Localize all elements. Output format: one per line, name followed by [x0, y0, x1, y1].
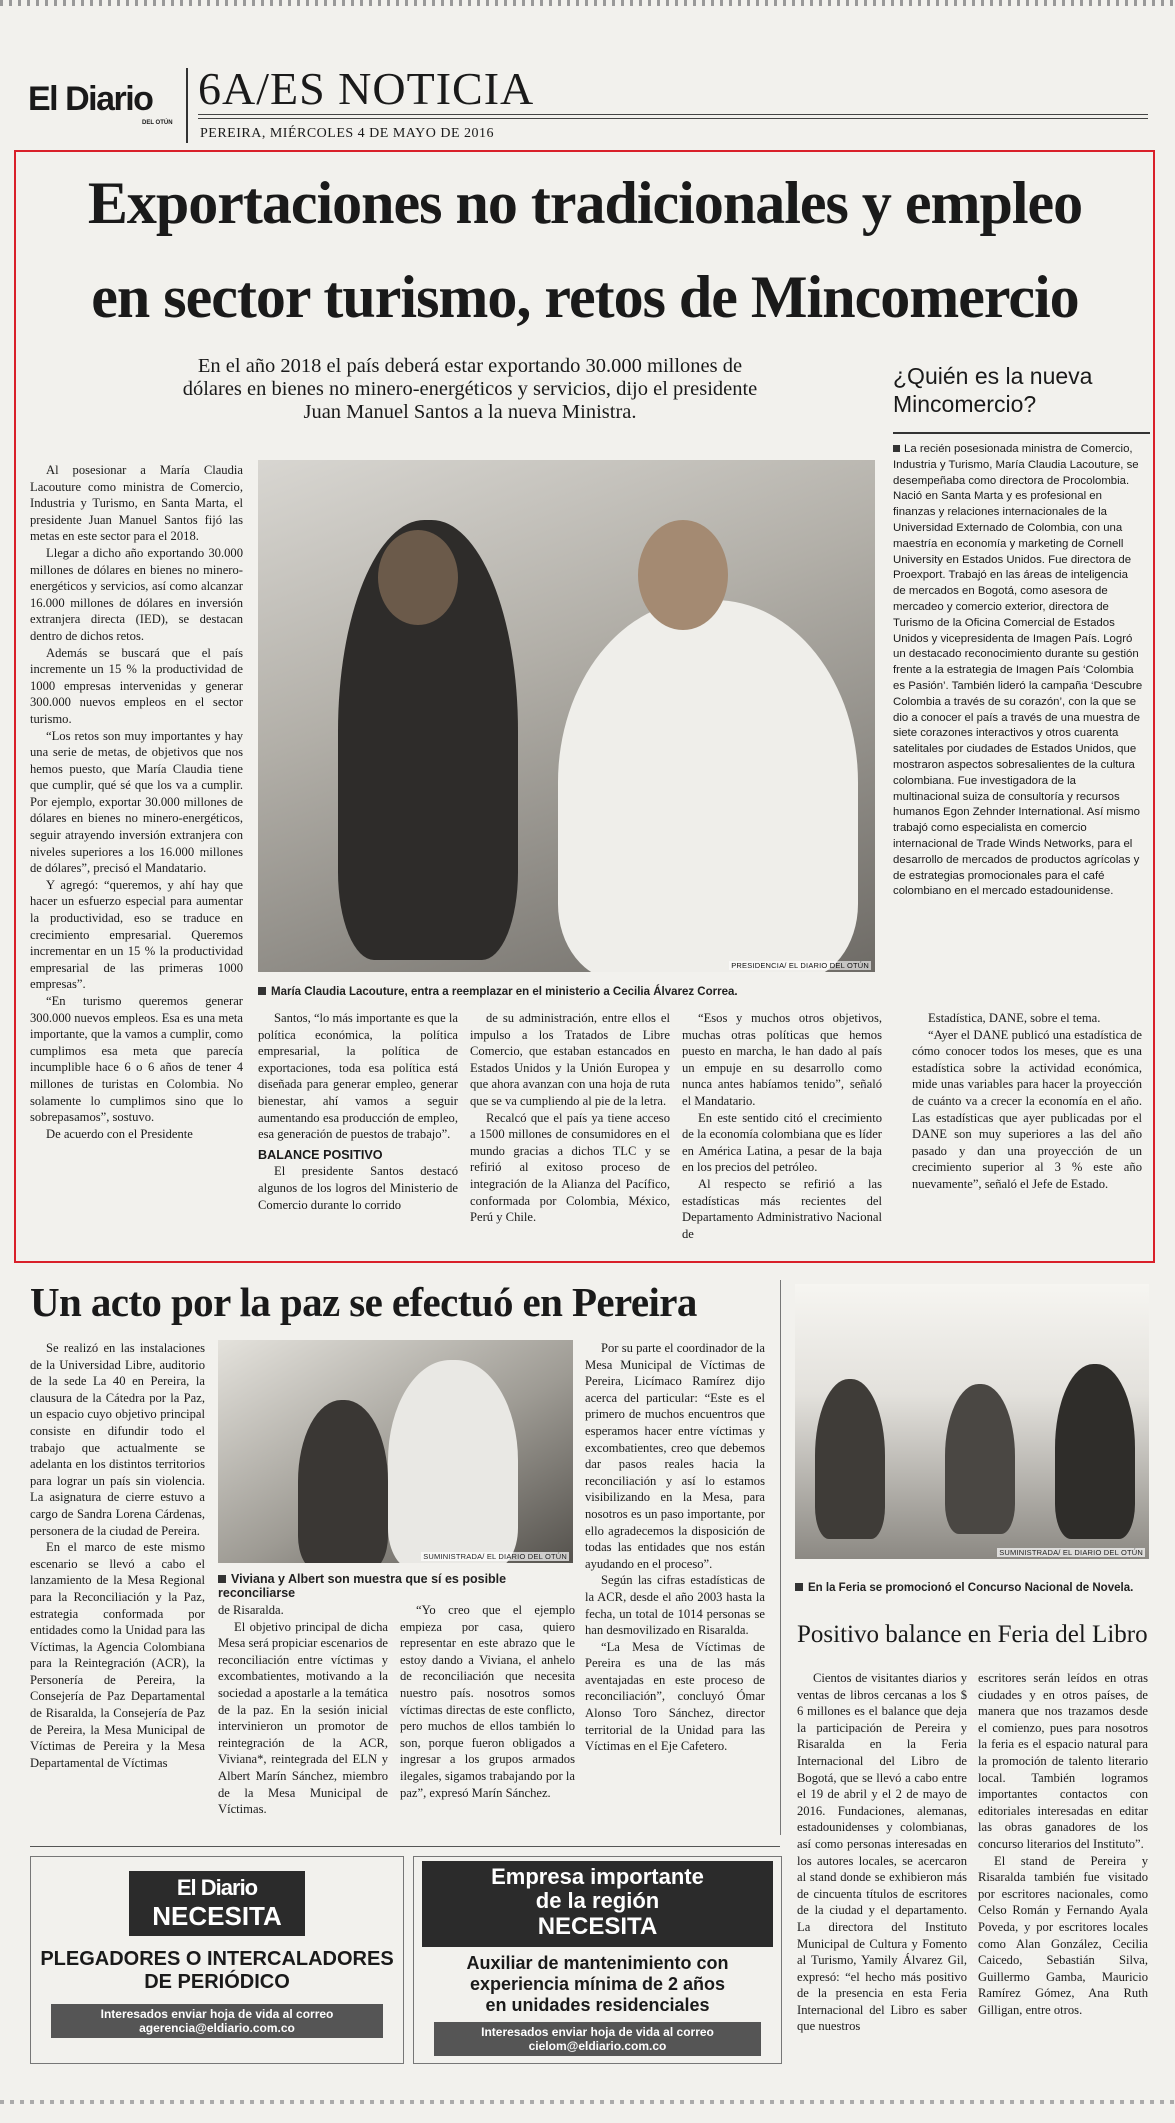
paragraph: “Yo creo que el ejemplo empieza por casa, quiero representar en este abrazo que le estoy dando a Viviana, el anhelo de reconciliación que necesita nuestro país. nosotros somos víctimas directas de este conflicto, pero muchos de ellos también lo son, porque fueron obligados a ingresar a los grupos armados ilegales, sigamos trabajando por la paz”, expresó Marín Sánchez.: [400, 1603, 575, 1800]
lead-deck-line1: En el año 2018 el país deberá estar exportando 30.000 millones de: [197, 355, 743, 377]
dateline: PEREIRA, MIÉRCOLES 4 DE MAYO DE 2016: [200, 126, 494, 141]
ad-contact-line1: Interesados enviar hoja de vida al correo: [481, 2025, 714, 2039]
paragraph: Estadística, DANE, sobre el tema.: [928, 1011, 1101, 1025]
lead-deck-line2: dólares en bienes no minero-energéticos y servicios, dijo el presidente: [182, 378, 758, 400]
paragraph: “En turismo queremos generar 300.000 nuevos empleos. Esa es una meta importante, que la vamos a cumplir, como cumplimos esa meta que parecía incumplible hace 6 o 6 años de tener 4 millones de turistas en Colombia. No solamente lo cumplimos sino que lo sobrepasamos”, sostuvo.: [30, 994, 243, 1125]
caption-text: En la Feria se promocionó el Concurso Nacional de Novela.: [808, 1582, 1134, 1594]
paragraph: Se realizó en las instalaciones de la Universidad Libre, auditorio de la sede La 40 en Pereira, la clausura de la Cátedra por la Paz, un espacio cuyo objetivo principal consiste en difundir todo el trabajo que actualmente se adelanta en los distintos territorios para lograr un país sin violencia. La asignatura de cierre estuvo a cargo de Sandra Lorena Cárdenas, personera de la ciudad de Pereira.: [30, 1341, 205, 1538]
paragraph: Además se buscará que el país incremente un 15 % la productividad de 1000 empresas intervenidas y generar 300.000 nuevos empleos en el sector turismo.: [30, 645, 243, 726]
peace-photo: [218, 1340, 573, 1563]
sidebar-title-line1: ¿Quién es la nueva: [893, 363, 1093, 389]
ad-top-bar: [129, 1871, 305, 1936]
subhead: BALANCE POSITIVO: [258, 1147, 383, 1162]
peace-photo-figure-right: [388, 1360, 518, 1563]
photo-credit: PRESIDENCIA/ EL DIARIO DEL OTÚN: [731, 961, 869, 970]
column-divider: [780, 1280, 781, 1835]
paragraph: El stand de Pereira y Risaralda también fue visitado por escritores nacionales, como Celso Román y Fernando Ayala Poveda, y por escritores locales como Alan González, Cecilia Caicedo, Sebastián Silva, Guillermo Gamba, Mauricio Ramírez Gómez, Ana Ruth Gilligan, entre otros.: [978, 1853, 1148, 2017]
ad-role-line2: DE PERIÓDICO: [144, 1971, 290, 1993]
ad-el-diario: [30, 1856, 404, 2064]
masthead-rule: [198, 114, 1148, 119]
ad-headline: NECESITA: [152, 1901, 282, 1931]
book-headline: Positivo balance en Feria del Libro: [797, 1621, 1148, 1648]
photo-caption: [258, 986, 875, 998]
lead-column-3: [470, 1010, 670, 1260]
lead-column-2: [258, 1010, 458, 1260]
caption-text: Viviana y Albert son muestra que sí es posible reconciliarse: [218, 1572, 507, 1600]
ad-contact-line2: cielom@eldiario.com.co: [528, 2039, 667, 2053]
ad-role-line3: en unidades residenciales: [485, 1995, 710, 2015]
peace-column-2: [218, 1602, 388, 1834]
paragraph: de Risaralda.: [218, 1603, 284, 1617]
photo-credit: SUMINISTRADA/ EL DIARIO DEL OTÚN: [423, 1552, 567, 1561]
lead-deck-line3: Juan Manuel Santos a la nueva Ministra.: [303, 401, 637, 423]
paragraph: “Esos y muchos otros objetivos, muchas otras políticas que hemos puesto en marcha, le han dado al país un empuje en su desarrollo como nunca antes habíamos tenido”, señaló el Mandatario.: [682, 1011, 882, 1108]
photo-figure-right: [558, 600, 858, 972]
sidebar-body: [893, 442, 1143, 982]
ad-contact: [51, 2004, 383, 2038]
lead-deck: [80, 355, 860, 424]
paragraph: “Ayer el DANE publicó una estadística de cómo conocer todos los meses, que es una estadística sobre la actividad económica, mide unas variables para hacer la proyección de cuánto va a crecer la economía en el año. Las estadísticas que ayer publicadas por el DANE son muy superiores a las del año pasado y dan una proyección de un crecimiento superior al 3 % este año nuevamente”, señaló el Jefe de Estado.: [912, 1027, 1142, 1191]
ad-title-line2: de la región: [535, 1888, 660, 1913]
book-fair-photo: [795, 1284, 1149, 1559]
book-photo-figure-3: [1055, 1364, 1135, 1539]
book-photo-figure-1: [815, 1379, 885, 1539]
caption-text: María Claudia Lacouture, entra a reemplazar en el ministerio a Cecilia Álvarez Correa.: [271, 986, 738, 998]
sidebar-text: La recién posesionada ministra de Comercio, Industria y Turismo, María Claudia Lacouture, se desempeñaba como directora de Procolombia. Nació en Santa Marta y es profesional en finanzas y relaciones internacionales de la Universidad Externado de Colombia, con una maestría en economía y marketing de Cornell University en Estados Unidos. Fue directora de Proexport. Trabajó en las áreas de inteligencia de mercados en Bogotá, como asesora de mercadeo y comercio exterior, directora de Turismo de la Oficina Comercial de Estados Unidos y vicepresidenta de Imagen País. Logró un destacado reconocimiento durante su gestión frente a la estrategia de Imagen País ‘Colombia es Pasión’. También lideró la campaña ‘Descubre Colombia a través de su corazón’, con la que se dio a conocer el país a través de una muestra de siete corazones interactivos y otros cuarenta satelitales por ciudades de Estados Unidos, que mostraron aspectos sobresalientes de la cultura colombiana. Fue investigadora de la multinacional suiza de consultoría y recursos humanos Egon Zehnder International. Así mismo trabajó como especialista en comercio internacional de Trade Winds Networks, para el desarrollo de mercados de productos agrícolas y de estrategias promocionales para el café colombiano en el mercado estadounidense.: [893, 443, 1143, 898]
paragraph: “La Mesa de Víctimas de Pereira es una de las más aventajadas en este proceso de reconciliación”, concluyó Ómar Alonso Toro Sánchez, director territorial de la Unidad para las Víctimas en el Eje Cafetero.: [585, 1639, 765, 1754]
lead-headline-line2: en sector turismo, retos de Mincomercio: [91, 264, 1079, 330]
caption-bullet: [218, 1575, 226, 1583]
lead-column-5: [912, 1010, 1142, 1260]
logo-divider: [186, 68, 188, 143]
photo-figure-right-head: [638, 520, 728, 630]
ad-contact: [434, 2022, 761, 2056]
lead-column-4: [682, 1010, 882, 1260]
peace-caption: [218, 1572, 578, 1600]
ad-logo: El Diario: [176, 1875, 258, 1900]
ad-role-line2: experiencia mínima de 2 años: [469, 1974, 726, 1994]
ad-contact-line1: Interesados enviar hoja de vida al correo: [100, 2007, 334, 2021]
paragraph: Santos, “lo más importante es que la política económica, la política empresarial, la política de exportaciones, toda esa política está diseñada para generar empleo, generar bienestar, ahí vamos a seguir aumentando esa producción de empleo, esa generación de puestos de trabajo”.: [258, 1011, 458, 1142]
paragraph: Según las cifras estadísticas de la ACR, desde el año 2003 hasta la fecha, un total de 1014 personas se han desmovilizado en Risaralda.: [585, 1573, 765, 1638]
ad-headline: NECESITA: [537, 1913, 658, 1940]
paragraph: “Los retos son muy importantes y hay una serie de metas, de objetivos que nos hemos puesto, que María Claudia tiene que cumplir, qué sé que los va a cumplir. Por ejemplo, exportar 30.000 millones de dólares en bienes no minero-energéticos, seguir atrayendo inversión extranjera con niveles superiores a los 16.000 millones de dólares”, precisó el Mandatario.: [30, 728, 243, 876]
paragraph: de su administración, entre ellos el impulso a los Tratados de Libre Comercio, que estaban estancados en Estados Unidos y la Unión Europea y que ahora avanzan con una hoja de ruta que se va cumpliendo al pie de la letra.: [470, 1011, 670, 1108]
sidebar-title: [893, 362, 1153, 418]
paper-logo: El Diario: [28, 80, 153, 118]
peace-photo-figure-left: [298, 1400, 388, 1563]
ad-empresa: [413, 1856, 782, 2064]
sidebar-rule: [893, 432, 1150, 434]
ad-top-bar: [422, 1861, 773, 1947]
paragraph: En este sentido citó el crecimiento de la economía colombiana que es líder en América Latina, a pesar de la baja en los precios del petróleo.: [682, 1110, 882, 1175]
section-label: 6A/ES NOTICIA: [198, 63, 535, 114]
book-photo-figure-2: [945, 1384, 1015, 1534]
lead-headline-line1: Exportaciones no tradicionales y empleo: [87, 170, 1083, 236]
paragraph: Por su parte el coordinador de la Mesa Municipal de Víctimas de Pereira, Licímaco Ramírez dijo acerca del particular: “Este es el primero de muchos encuentros que esperamos hacer entre víctimas y excombatientes, creo que debemos dar pasos reales hacia la reconciliación y así lo estamos visibilizando en la Mesa, para nosotros es un paso importante, por ello agradecemos la disposición de todas las entidades que nos están ayudando en el proceso”.: [585, 1341, 765, 1571]
paper-logo-sub: DEL OTÚN: [142, 120, 173, 126]
peace-headline: Un acto por la paz se efectuó en Pereira: [30, 1279, 697, 1325]
paragraph: El presidente Santos destacó algunos de los logros del Ministerio de Comercio durante lo corrido: [258, 1164, 458, 1212]
paragraph: Cientos de visitantes diarios y ventas de libros cercanas a los $ 6 millones es el balance que deja la participación de Pereira y Risaralda en la Feria Internacional del Libro de Bogotá, que se llevó a cabo entre el 19 de abril y el 2 de mayo de 2016. Fundaciones, alemanas, estadounidenses y colombianas, así como personas interesadas en los autores locales, se acercaron al stand donde se exhibieron más de cincuenta títulos de escritores de la ciudad y el departamento. La directora del Instituto Municipal de Cultura y Fomento al Turismo, Yamily Álvarez Gil, expresó: “el hecho más positivo de la presencia en esta Feria Internacional del Libro es saber que nuestros: [797, 1671, 967, 2034]
sidebar-bullet: [893, 445, 900, 452]
top-rule: [0, 0, 1175, 6]
peace-column-1: [30, 1340, 205, 1835]
ad-role-line1: Auxiliar de mantenimiento con: [466, 1953, 729, 1973]
paragraph: Recalcó que el país ya tiene acceso a 1500 millones de consumidores en el mundo gracias a dichos TLC y se refirió al exitoso proceso de integración de la Alianza del Pacífico, conformada por Colombia, México, Perú y Chile.: [470, 1110, 670, 1225]
lead-photo: [258, 460, 875, 972]
book-caption: [795, 1582, 1155, 1594]
paragraph: escritores serán leídos en otras ciudades y en otros países, de manera que nos trazamos desde el comienzo, pues para nosotros la feria es el espacio natural para la promoción de talento literario local. También logramos importantes contactos con editoriales interesadas en editar las obras ganadores de los concurso literarios del Instituto”.: [978, 1671, 1148, 1851]
paragraph: El objetivo principal de dicha Mesa será propiciar escenarios de reconciliación entre víctimas y excombatientes, motivando a la sociedad a apostarle a la temática de la paz. En la sesión inicial intervinieron un promotor de reintegración de la ACR, Viviana*, reintegrada del ELN y Albert Marín Sánchez, miembro de la Mesa Municipal de Víctimas.: [218, 1619, 388, 1817]
book-column-2: [978, 1670, 1148, 2065]
peace-column-3: [400, 1602, 575, 1834]
paragraph: En el marco de este mismo escenario se llevó a cabo el lanzamiento de la Mesa Regional para la Reconciliación y la Paz, estrategia conformada por entidades como la Unidad para las Víctimas, la Agencia Colombiana para la Reintegración (ACR), la Personería de Pereira, la Consejería de Paz Departamental de Risaralda, la Consejería de Paz de Pereira, la Mesa Municipal de Víctimas de Pereira y la Mesa Departamental de Víctimas: [30, 1540, 205, 1770]
masthead: [0, 0, 1175, 150]
bottom-rule: [0, 2100, 1175, 2104]
paragraph: Al respecto se refirió a las estadísticas más recientes del Departamento Administrativo Nacional de: [682, 1176, 882, 1241]
sidebar-title-line2: Mincomercio?: [893, 391, 1037, 417]
peace-column-4: [585, 1340, 765, 1835]
caption-bullet: [258, 987, 266, 995]
caption-bullet: [795, 1583, 803, 1591]
ad-contact-line2: agerencia@eldiario.com.co: [139, 2021, 295, 2035]
ad-role-line1: PLEGADORES O INTERCALADORES: [40, 1948, 394, 1970]
paragraph: Llegar a dicho año exportando 30.000 millones de dólares en bienes no minero-energéticos y servicios, así como alcanzar 16.000 millones de dólares en inversión extranjera directa (IED), se destacan dentro de dichos retos.: [30, 545, 243, 643]
ad-title-line1: Empresa importante: [491, 1864, 704, 1889]
photo-credit: SUMINISTRADA/ EL DIARIO DEL OTÚN: [999, 1548, 1143, 1557]
paragraph: Al posesionar a María Claudia Lacouture como ministra de Comercio, Industria y Turismo, en Santa Marta, el presidente Juan Manuel Santos fijó las metas en este sector para el 2018.: [30, 463, 243, 544]
paragraph: Y agregó: “queremos, y ahí hay que hacer un esfuerzo especial para aumentar la productividad, eso se traduce en crecimiento empresarial. Queremos incrementar en un 15 % la productividad empresarial de las primeras 1000 empresas”.: [30, 877, 243, 992]
photo-figure-left-head: [378, 530, 458, 625]
lead-column-1: [30, 462, 243, 1262]
sidebar-paragraph: [893, 442, 1143, 900]
ad-divider: [30, 1846, 780, 1847]
paragraph: De acuerdo con el Presidente: [46, 1126, 193, 1141]
book-column-1: [797, 1670, 967, 2065]
